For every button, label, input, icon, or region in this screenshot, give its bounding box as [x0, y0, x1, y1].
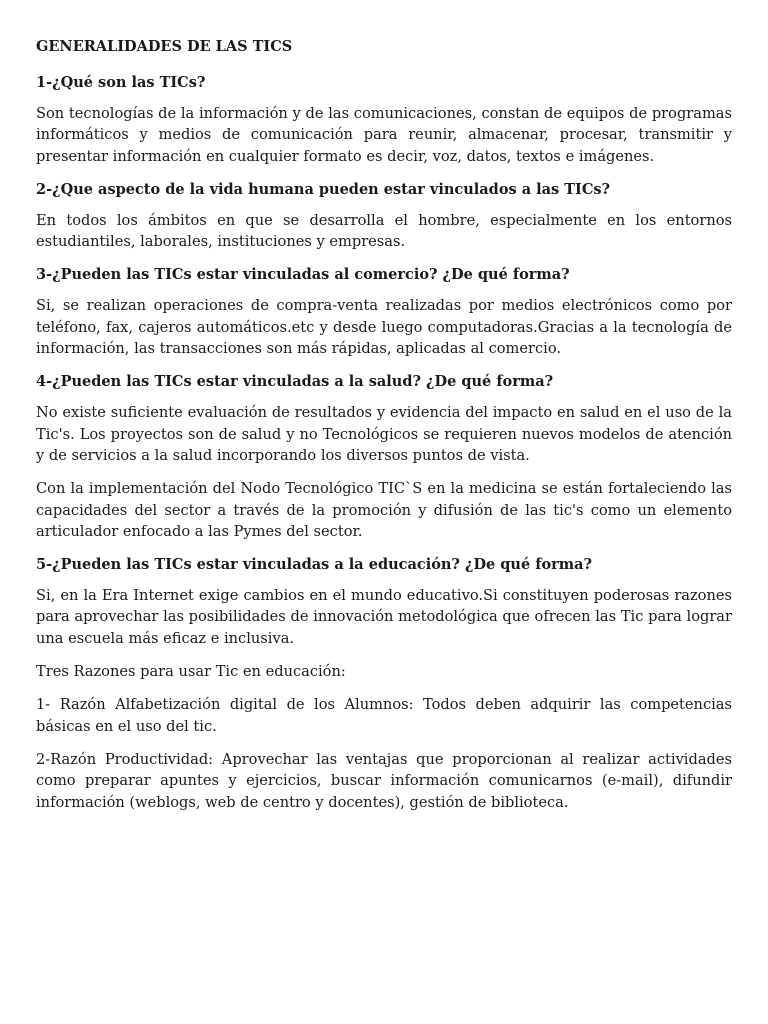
answer-paragraph: Si, se realizan operaciones de compra-venta realizadas por medios electrónicos como por teléfono, fax, cajeros automáticos.etc y desde luego computadoras.Gracias a la tecnología de información, las transacciones son más rápidas, aplicadas al comercio. — [36, 297, 732, 358]
answer-paragraph: 1- Razón Alfabetización digital de los Alumnos: Todos deben adquirir las competencias básicas en el uso del tic. — [36, 696, 732, 735]
question-heading: 1-¿Qué son las TICs? — [36, 74, 206, 91]
answer-paragraph: Si, en la Era Internet exige cambios en el mundo educativo.Si constituyen poderosas razones para aprovechar las posibilidades de innovación metodológica que ofrecen las Tic para lograr una escuela más eficaz e inclusiva. — [36, 587, 732, 647]
question-heading: 4-¿Pueden las TICs estar vinculadas a la salud? ¿De qué forma? — [36, 373, 554, 391]
answer-paragraph: Son tecnologías de la información y de las comunicaciones, constan de equipos de programas informáticos y medios de comunicación para reunir, almacenar, procesar, transmitir y presentar información en cualquier formato es decir, voz, datos, textos e imágenes. — [36, 105, 732, 165]
question-heading: 5-¿Pueden las TICs estar vinculadas a la educación? ¿De qué forma? — [36, 556, 593, 574]
question-heading: 3-¿Pueden las TICs estar vinculadas al comercio? ¿De qué forma? — [36, 266, 570, 284]
document-page — [36, 36, 732, 825]
answer-paragraph: No existe suficiente evaluación de resultados y evidencia del impacto en salud en el uso de la Tic's. Los proyectos son de salud y no Tecnológicos se requieren nuevos modelos de atención y de servicios a la salud incorporando los diversos puntos de vista. — [36, 404, 732, 464]
answer-paragraph: 2-Razón Productividad: Aprovechar las ventajas que proporcionan al realizar actividades como preparar apuntes y ejercicios, buscar información comunicarnos (e-mail), difundir información (weblogs, web de centro y docentes), gestión de biblioteca. — [36, 750, 732, 811]
answer-paragraph: Tres Razones para usar Tic en educación: — [36, 663, 346, 681]
answer-paragraph: Con la implementación del Nodo Tecnológico TIC`S en la medicina se están fortaleciendo las capacidades del sector a través de la promoción y difusión de las tic's como un elemento articulador enfocado a las Pymes del sector. — [36, 480, 732, 540]
document-title: GENERALIDADES DE LAS TICS — [36, 38, 293, 55]
answer-paragraph: En todos los ámbitos en que se desarrolla el hombre, especialmente en los entornos estudiantiles, laborales, instituciones y empresas. — [36, 211, 732, 251]
question-heading: 2-¿Que aspecto de la vida humana pueden estar vinculados a las TICs? — [36, 180, 611, 198]
